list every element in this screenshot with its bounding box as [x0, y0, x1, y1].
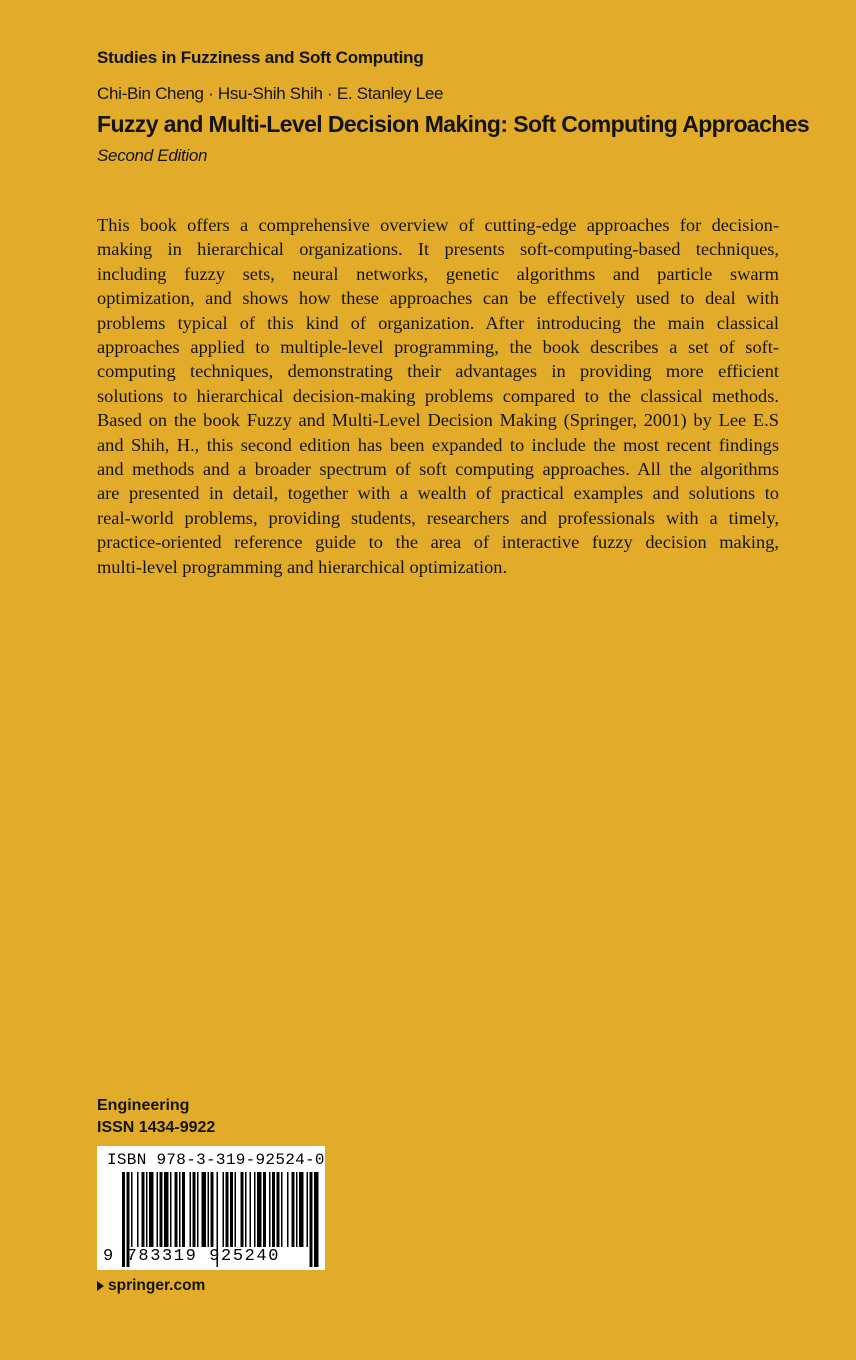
barcode-bar — [202, 1172, 207, 1247]
barcode-bar — [245, 1172, 247, 1247]
barcode-bar — [137, 1172, 139, 1247]
barcode-bar — [269, 1172, 271, 1247]
barcode-bar — [287, 1172, 289, 1247]
barcode-bar — [149, 1172, 154, 1247]
series-title: Studies in Fuzziness and Soft Computing — [97, 48, 424, 67]
barcode-bar — [296, 1172, 298, 1247]
barcode-bar — [211, 1172, 214, 1247]
description-line: real-world problems, providing students, researchers and professionals with a timely, — [97, 507, 779, 528]
barcode-bar — [157, 1172, 159, 1247]
description-line: Based on the book Fuzzy and Multi-Level Decision Making (Springer, 2001) by Lee E.S — [97, 410, 779, 431]
barcode-bar — [257, 1172, 262, 1247]
barcode-bar — [142, 1172, 145, 1247]
barcode-bar — [197, 1172, 199, 1247]
barcode-bar — [263, 1172, 266, 1247]
barcode-bar — [281, 1172, 283, 1247]
description-line: and methods and a broader spectrum of soft computing approaches. All the algorithms — [97, 459, 779, 480]
description-line: This book offers a comprehensive overview of cutting-edge approaches for decision- — [97, 215, 779, 235]
barcode-bar — [190, 1172, 192, 1247]
barcode-bar — [292, 1172, 295, 1247]
barcode-bar — [223, 1172, 225, 1247]
description-line: practice-oriented reference guide to the area of interactive fuzzy decision making, — [97, 532, 779, 553]
website-label: springer.com — [108, 1277, 206, 1294]
edition: Second Edition — [97, 146, 208, 165]
barcode-bar — [250, 1172, 252, 1247]
barcode-digits: 9 783319 925240 — [103, 1247, 281, 1266]
barcode-bar — [272, 1172, 275, 1247]
barcode-bar — [307, 1172, 309, 1247]
description-line: and Shih, H., this second edition has been expanded to include the most recent findings — [97, 434, 779, 455]
barcode-bar — [299, 1172, 304, 1247]
barcode-bar — [254, 1172, 256, 1247]
description-line: are presented in detail, together with a wealth of practical examples and solutions to — [97, 483, 779, 504]
website-link[interactable] — [97, 1277, 205, 1295]
description-line: computing techniques, demonstrating their advantages in providing more efficient — [97, 361, 779, 382]
description-line: including fuzzy sets, neural networks, genetic algorithms and particle swarm — [97, 263, 779, 284]
barcode-bar — [226, 1172, 229, 1247]
book-title: Fuzzy and Multi-Level Decision Making: Soft Computing Approaches — [97, 111, 810, 137]
description-line: multi-level programming and hierarchical optimization. — [97, 556, 508, 577]
description-line: problems typical of this kind of organization. After introducing the main classical — [97, 312, 779, 333]
barcode-bar — [193, 1172, 196, 1247]
barcode-bar — [175, 1172, 178, 1247]
barcode-bar — [230, 1172, 233, 1247]
description-line: solutions to hierarchical decision-making problems compared to the classical methods. — [97, 385, 779, 406]
subject-category: Engineering — [97, 1097, 190, 1114]
barcode-bar — [170, 1172, 172, 1247]
barcode-bar — [314, 1172, 319, 1267]
barcode-bar — [131, 1172, 133, 1247]
description-line: approaches applied to multiple-level programming, the book describes a set of soft- — [97, 337, 779, 358]
isbn-label: ISBN 978-3-319-92524-0 — [107, 1151, 325, 1169]
barcode-bar — [179, 1172, 181, 1247]
right-triangle-arrow-icon — [97, 1281, 104, 1291]
barcode-bar — [160, 1172, 163, 1247]
barcode — [97, 1146, 325, 1270]
barcode-bar — [146, 1172, 148, 1247]
barcode-bar — [310, 1172, 313, 1267]
authors: Chi-Bin Cheng · Hsu-Shih Shih · E. Stanley Lee — [97, 84, 444, 103]
barcode-bar — [241, 1172, 244, 1247]
barcode-bar — [164, 1172, 169, 1247]
barcode-bar — [277, 1172, 280, 1247]
barcode-bar — [235, 1172, 237, 1247]
issn: ISSN 1434-9922 — [97, 1119, 216, 1136]
barcode-bar — [208, 1172, 210, 1247]
description — [97, 213, 779, 579]
description-line: optimization, and shows how these approaches can be effectively used to deal with — [97, 288, 779, 309]
description-line: making in hierarchical organizations. It presents soft-computing-based techniques, — [97, 239, 779, 260]
barcode-bar — [182, 1172, 185, 1247]
